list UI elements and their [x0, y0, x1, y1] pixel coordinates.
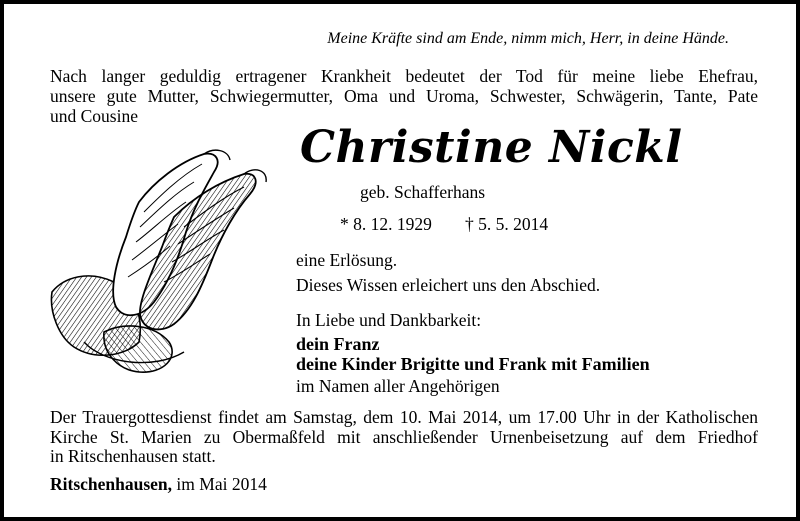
- mourners-intro: In Liebe und Dankbarkeit:: [296, 310, 482, 330]
- intro-line-3: und Cousine: [50, 106, 138, 126]
- signature-line: [50, 474, 267, 495]
- motto-quote: Meine Kräfte sind am Ende, nimm mich, Herr, in deine Hände.: [327, 30, 729, 47]
- service-paragraph: [50, 408, 758, 467]
- mourner-spouse: dein Franz: [296, 334, 380, 354]
- deceased-name: Christine Nickl: [300, 122, 683, 173]
- intro-line-2: unsere gute Mutter, Schwiegermutter, Oma und Uroma, Schwester, Schwägerin, Tante, Pate: [50, 86, 758, 106]
- service-line-2: Kirche St. Marien zu Obermaßfeld mit anschließender Urnenbeisetzung auf dem Friedhof: [50, 426, 758, 447]
- death-date: † 5. 5. 2014: [465, 214, 549, 234]
- service-line-3: in Ritschenhausen statt.: [50, 446, 216, 466]
- intro-line-1: Nach langer geduldig ertragener Krankheit bedeutet der Tod für meine liebe Ehefrau,: [50, 66, 758, 86]
- mourner-children: deine Kinder Brigitte und Frank mit Familien: [296, 354, 650, 374]
- service-line-1: Der Trauergottesdienst findet am Samstag, dem 10. Mai 2014, um 17.00 Uhr in der Katholischen: [50, 407, 758, 427]
- mourner-relatives: im Namen aller Angehörigen: [296, 376, 500, 396]
- message-line-2: Dieses Wissen erleichert uns den Abschied.: [296, 275, 601, 295]
- praying-hands-icon: [44, 142, 274, 377]
- intro-paragraph: [50, 66, 758, 126]
- birth-date: * 8. 12. 1929: [340, 214, 432, 234]
- message-line-1: eine Erlösung.: [296, 250, 398, 270]
- signature-place: Ritschenhausen,: [50, 474, 173, 494]
- maiden-name: geb. Schafferhans: [360, 182, 486, 202]
- signature-date: im Mai 2014: [176, 474, 267, 494]
